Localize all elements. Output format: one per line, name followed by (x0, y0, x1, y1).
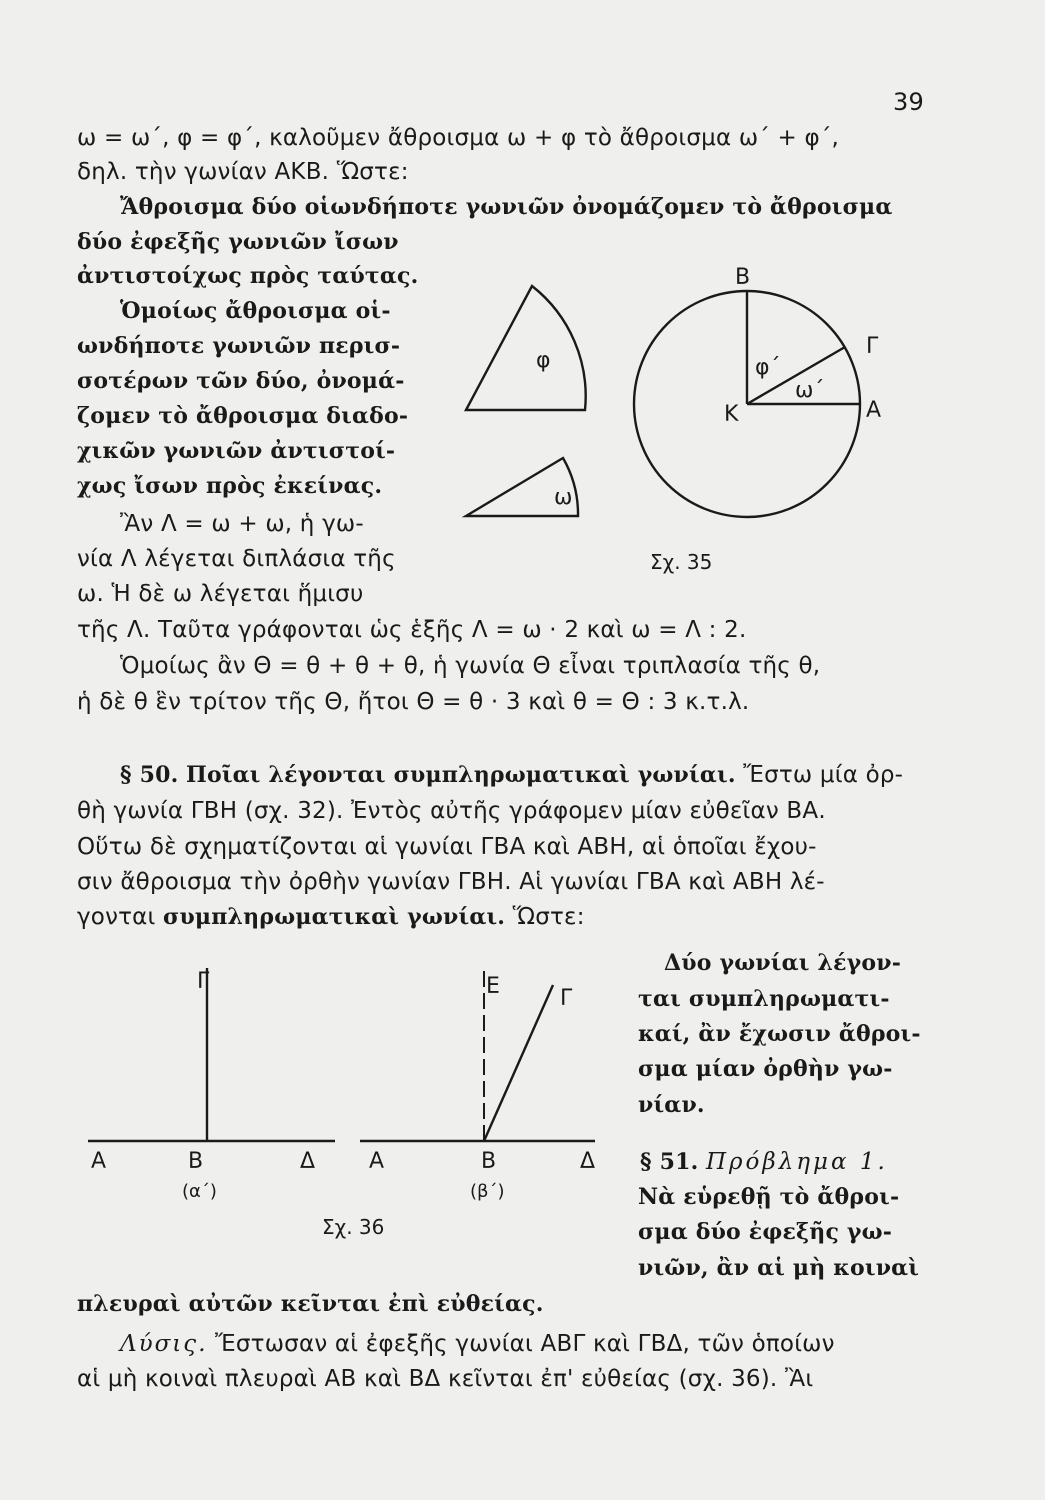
text-plain: γονται (77, 904, 156, 930)
text-bold: συμπληρωματικαὶ γωνίαι. (163, 904, 506, 930)
text-line: δηλ. τὴν γωνίαν ΑΚΒ. Ὥστε: (77, 159, 409, 185)
figure-sublabel: (α΄) (182, 1181, 217, 1202)
definition-line: καί, ἂν ἔχωσιν ἄθροι- (638, 1021, 921, 1047)
problem-line: πλευραὶ αὐτῶν κεῖνται ἐπὶ εὐθείας. (77, 1291, 544, 1317)
problem-line: σμα δύο ἐφεξῆς γω- (638, 1219, 893, 1245)
label-D: Δ (580, 1149, 596, 1174)
solution-label: Λύσις. (120, 1331, 208, 1357)
definition-line: ἀντιστοίχως πρὸς ταύτας. (77, 263, 419, 289)
label-K: Κ (724, 402, 739, 427)
text-line: Ὁμοίως ἂν Θ = θ + θ + θ, ἡ γωνία Θ εἶναι τριπλασία τῆς θ, (120, 653, 821, 679)
label-G: Γ (560, 986, 573, 1011)
label-A: Α (91, 1149, 107, 1174)
line-BG-b (484, 985, 553, 1141)
section-50-text: Ἔστω μία ὀρ- (743, 762, 904, 788)
figure-sublabel: (β΄) (470, 1181, 505, 1202)
label-B: Β (481, 1149, 497, 1174)
definition-line: ται συμπληρωματι- (638, 986, 890, 1012)
figure-35-caption: Σχ. 35 (650, 550, 713, 574)
definition-line: σμα μίαν ὀρθὴν γω- (638, 1056, 893, 1082)
label-A: Α (369, 1149, 385, 1174)
label-G: Γ (866, 334, 879, 359)
definition-line: χικῶν γωνιῶν ἀντιστοί- (77, 438, 396, 464)
definition-line: Δύο γωνίαι λέγον- (664, 950, 902, 976)
text-line: ω = ω΄, φ = φ΄, καλοῦμεν ἄθροισμα ω + φ τὸ ἄθροισμα ω΄ + φ΄, (77, 125, 840, 151)
problem-line: νιῶν, ἂν αἱ μὴ κοιναὶ (638, 1255, 920, 1281)
label-D: Δ (300, 1149, 316, 1174)
figure-36-caption: Σχ. 36 (322, 1215, 385, 1239)
definition-line: σοτέρων τῶν δύο, ὀνομά- (77, 368, 405, 394)
definition-line: Ὁμοίως ἄθροισμα οἱ- (120, 298, 391, 324)
text-line: Ἂν Λ = ω + ω, ἡ γω- (120, 511, 364, 537)
text-line: νία Λ λέγεται διπλάσια τῆς (77, 546, 396, 572)
section-50-title: Ποῖαι λέγονται συμπληρωματικαὶ γωνίαι. (185, 762, 736, 788)
text-line: θὴ γωνία ΓΒΗ (σχ. 32). Ἐντὸς αὐτῆς γράφομεν μίαν εὐθεῖαν ΒΑ. (77, 798, 826, 824)
text-line: σιν ἄθροισμα τὴν ὀρθὴν γωνίαν ΓΒΗ. Αἱ γωνίαι ΓΒΑ καὶ ΑΒΗ λέ- (77, 869, 825, 895)
label-B: Β (735, 265, 751, 290)
label-omega-prime: ω΄ (795, 378, 825, 403)
definition-line: δύο ἐφεξῆς γωνιῶν ἴσων (77, 229, 399, 255)
definition-line: νίαν. (638, 1092, 705, 1118)
text-line: αἱ μὴ κοιναὶ πλευραὶ ΑΒ καὶ ΒΔ κεῖνται ἐπ' εὐθείας (σχ. 36). Ἂι (77, 1366, 814, 1392)
label-B: Β (188, 1149, 204, 1174)
text-line: ἡ δὲ θ ἓν τρίτον τῆς Θ, ἤτοι Θ = θ · 3 καὶ θ = Θ : 3 κ.τ.λ. (77, 689, 750, 715)
label-omega: ω (554, 485, 573, 510)
section-51-title: Πρόβλημα 1. (705, 1149, 888, 1175)
section-51-number: § 51. (640, 1149, 699, 1175)
label-G: Γ (197, 969, 210, 994)
label-phi: φ (536, 348, 551, 373)
definition-line: ζομεν τὸ ἄθροισμα διαδο- (77, 403, 409, 429)
definition-line: Ἄθροισμα δύο οἱωνδήποτε γωνιῶν ὀνομάζομεν τὸ ἄθροισμα (120, 194, 893, 220)
definition-line: χως ἴσων πρὸς ἐκείνας. (77, 473, 383, 499)
section-50-number: § 50. (120, 762, 179, 788)
label-E: Ε (486, 974, 500, 999)
text-line: Οὕτω δὲ σχηματίζονται αἱ γωνίαι ΓΒΑ καὶ ΑΒΗ, αἱ ὁποῖαι ἔχου- (77, 834, 817, 860)
solution-line (120, 1333, 835, 1356)
label-A: Α (866, 398, 882, 423)
text-plain: Ὥστε: (512, 904, 585, 930)
text-line: τῆς Λ. Ταῦτα γράφονται ὡς ἑξῆς Λ = ω · 2 καὶ ω = Λ : 2. (77, 617, 747, 643)
definition-line: ωνδήποτε γωνιῶν περισ- (77, 333, 401, 359)
page-number: 39 (893, 88, 924, 116)
label-phi-prime: φ΄ (755, 355, 781, 380)
problem-line: Νὰ εὑρεθῇ τὸ ἄθροι- (638, 1184, 900, 1210)
text-line: ω. Ἡ δὲ ω λέγεται ἥμισυ (77, 581, 364, 607)
solution-text: Ἔστωσαν αἱ ἐφεξῆς γωνίαι ΑΒΓ καὶ ΓΒΔ, τῶν ὁποίων (215, 1331, 835, 1357)
section-51-heading (640, 1151, 888, 1174)
